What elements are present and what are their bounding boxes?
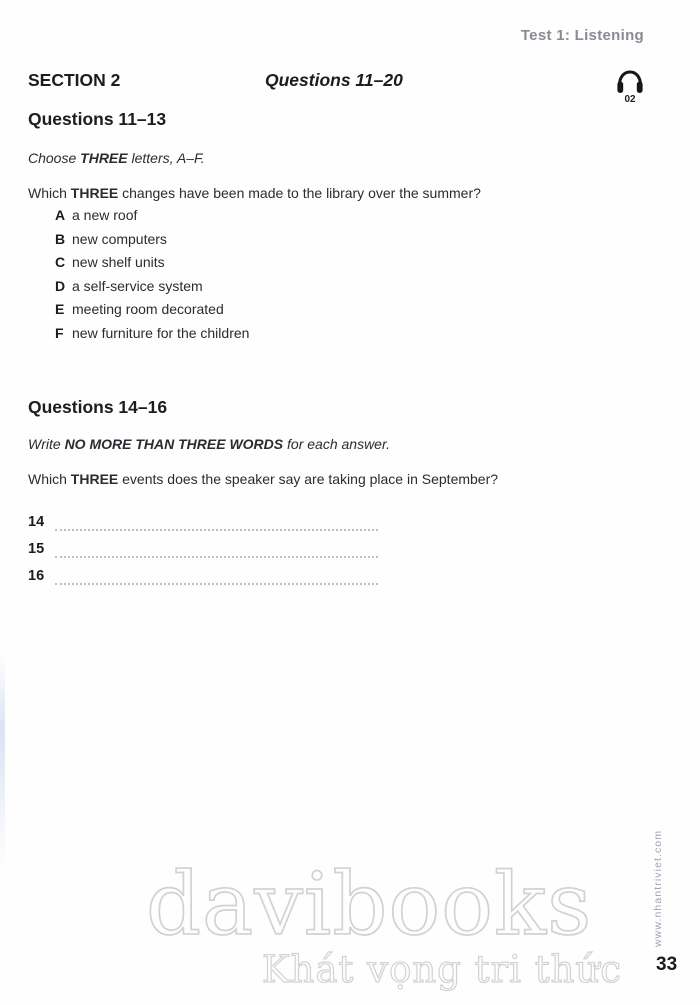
section-question-range: Questions 11–20 bbox=[265, 70, 403, 90]
headphones-icon bbox=[615, 68, 645, 95]
watermark-brand: davibooks bbox=[146, 855, 593, 955]
section-title: SECTION 2 bbox=[28, 70, 121, 90]
option-list bbox=[55, 207, 249, 349]
option-letter: F bbox=[55, 324, 64, 341]
option-text: new furniture for the children bbox=[72, 324, 250, 341]
option-b bbox=[55, 231, 249, 255]
answer-row-15 bbox=[28, 531, 378, 558]
instruction-text: Choose bbox=[28, 150, 81, 166]
prompt-text: Which bbox=[28, 471, 71, 487]
answer-number: 14 bbox=[28, 514, 45, 530]
option-letter: D bbox=[55, 277, 66, 294]
questions-11-13-title: Questions 11–13 bbox=[28, 109, 167, 129]
answer-blank-line bbox=[55, 567, 378, 585]
option-letter: B bbox=[55, 230, 66, 247]
option-text: new shelf units bbox=[72, 254, 165, 271]
instruction-text: letters, A–F. bbox=[127, 150, 205, 166]
option-d bbox=[55, 278, 249, 302]
questions-11-13-instruction bbox=[28, 150, 205, 166]
option-a bbox=[55, 207, 249, 231]
running-header: Test 1: Listening bbox=[520, 27, 644, 44]
instruction-bold: THREE bbox=[80, 150, 128, 166]
questions-11-13-prompt bbox=[28, 185, 481, 201]
questions-14-16-title: Questions 14–16 bbox=[28, 397, 168, 417]
prompt-bold: THREE bbox=[70, 185, 119, 201]
option-text: meeting room decorated bbox=[72, 301, 224, 318]
instruction-text: Write bbox=[28, 436, 65, 452]
instruction-bold: NO MORE THAN THREE WORDS bbox=[64, 436, 284, 452]
answer-blanks bbox=[28, 504, 378, 585]
option-text: a self-service system bbox=[72, 277, 203, 294]
questions-14-16-instruction bbox=[28, 436, 390, 452]
answer-row-14 bbox=[28, 504, 378, 531]
scan-edge-shade bbox=[0, 655, 5, 870]
option-text: a new roof bbox=[72, 207, 138, 223]
option-text: new computers bbox=[72, 230, 167, 247]
option-e bbox=[55, 301, 249, 325]
publisher-url: www.nhantriviet.com bbox=[652, 829, 664, 947]
instruction-text: for each answer. bbox=[283, 436, 390, 452]
prompt-bold: THREE bbox=[70, 471, 119, 487]
prompt-text: Which bbox=[28, 185, 71, 201]
answer-number: 15 bbox=[28, 541, 45, 557]
prompt-text: changes have been made to the library over the summer? bbox=[118, 185, 481, 201]
questions-14-16-prompt bbox=[28, 471, 498, 487]
prompt-text: events does the speaker say are taking place in September? bbox=[118, 471, 499, 487]
answer-number: 16 bbox=[28, 568, 45, 584]
watermark-slogan: Khát vọng tri thức bbox=[262, 948, 623, 991]
audio-track-number: 02 bbox=[624, 94, 636, 105]
answer-blank-line bbox=[55, 513, 378, 531]
option-letter: C bbox=[55, 254, 66, 271]
option-letter: E bbox=[55, 301, 65, 318]
option-f bbox=[55, 325, 249, 349]
answer-blank-line bbox=[55, 540, 378, 558]
option-c bbox=[55, 254, 249, 278]
audio-track-marker bbox=[612, 68, 648, 105]
page-number: 33 bbox=[656, 954, 678, 975]
answer-row-16 bbox=[28, 558, 378, 585]
option-letter: A bbox=[55, 207, 66, 223]
